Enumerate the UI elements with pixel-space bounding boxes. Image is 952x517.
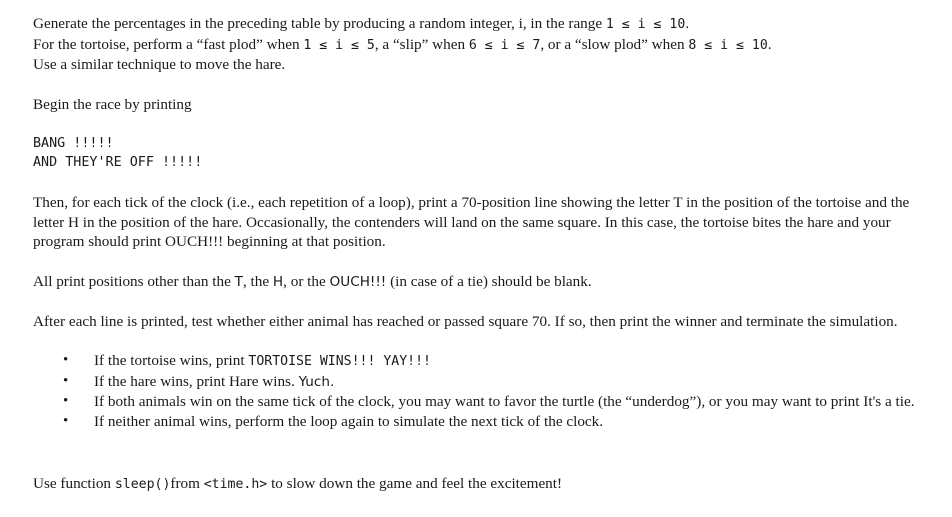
tortoise-wins-code: TORTOISE WINS!!! YAY!!! (248, 354, 432, 369)
sleep-code: sleep() (114, 477, 171, 492)
intro-paragraph (33, 14, 924, 75)
after-paragraph: After each line is printed, test whether either animal has reached or passed square 70. If so, then print the winner and terminate the simulation. (33, 313, 898, 330)
time-header-code: <time.h> (203, 477, 268, 492)
outcome-list (33, 351, 924, 431)
list-item: • If the hare wins, print Hare wins. Yuch. (63, 372, 335, 390)
range-code: 1 ≤ i ≤ 10 (605, 17, 686, 32)
blank-paragraph: All print positions other than the T, the H, or the OUCH!!! (in case of a tie) should be blank. (33, 273, 592, 290)
list-item: • If the tortoise wins, print TORTOISE WINS!!! YAY!!! (63, 352, 432, 369)
list-item: • If neither animal wins, perform the loop again to simulate the next tick of the clock. (63, 412, 604, 430)
intro-line-1: Generate the percentages in the preceding table by producing a random integer, i, in the range 1 ≤ i ≤ 10. (33, 15, 690, 32)
closing-paragraph: Use function sleep()from <time.h> to slow down the game and feel the excitement! (33, 475, 563, 492)
slow-plod-range: 8 ≤ i ≤ 10 (688, 37, 768, 53)
intro-line-2: For the tortoise, perform a “fast plod” when 1 ≤ i ≤ 5, a “slip” when 6 ≤ i ≤ 7, or a “slow plod” when 8 ≤ i ≤ 10. (33, 35, 772, 53)
bullet-icon: • (63, 393, 69, 409)
tick-paragraph: Then, for each tick of the clock (i.e., each repetition of a loop), print a 70-position line showing the letter T in the position of the tortoise and the letter H in the position of the hare. Occasionally, the contenders will land on the same square. In this case, the tortoise bites the hare and your program should print OUCH!!! beginning at that position. (33, 194, 910, 250)
bullet-icon: • (63, 412, 69, 429)
begin-paragraph: Begin the race by printing (33, 96, 192, 113)
intro-line-3: Use a similar technique to move the hare. (33, 56, 286, 73)
slip-range: 6 ≤ i ≤ 7 (468, 37, 541, 53)
code-line-bang: BANG !!!!! (33, 136, 114, 151)
code-line-off: AND THEY'RE OFF !!!!! (33, 155, 203, 170)
list-item: • If both animals win on the same tick of the clock, you may want to favor the turtle (the “underdog”), or you may want to print It's a tie. (63, 393, 915, 410)
ouch-text: OUCH!!! (329, 274, 387, 290)
bullet-icon: • (63, 352, 69, 368)
bullet-icon: • (63, 372, 69, 389)
fast-plod-range: 1 ≤ i ≤ 5 (303, 37, 375, 53)
